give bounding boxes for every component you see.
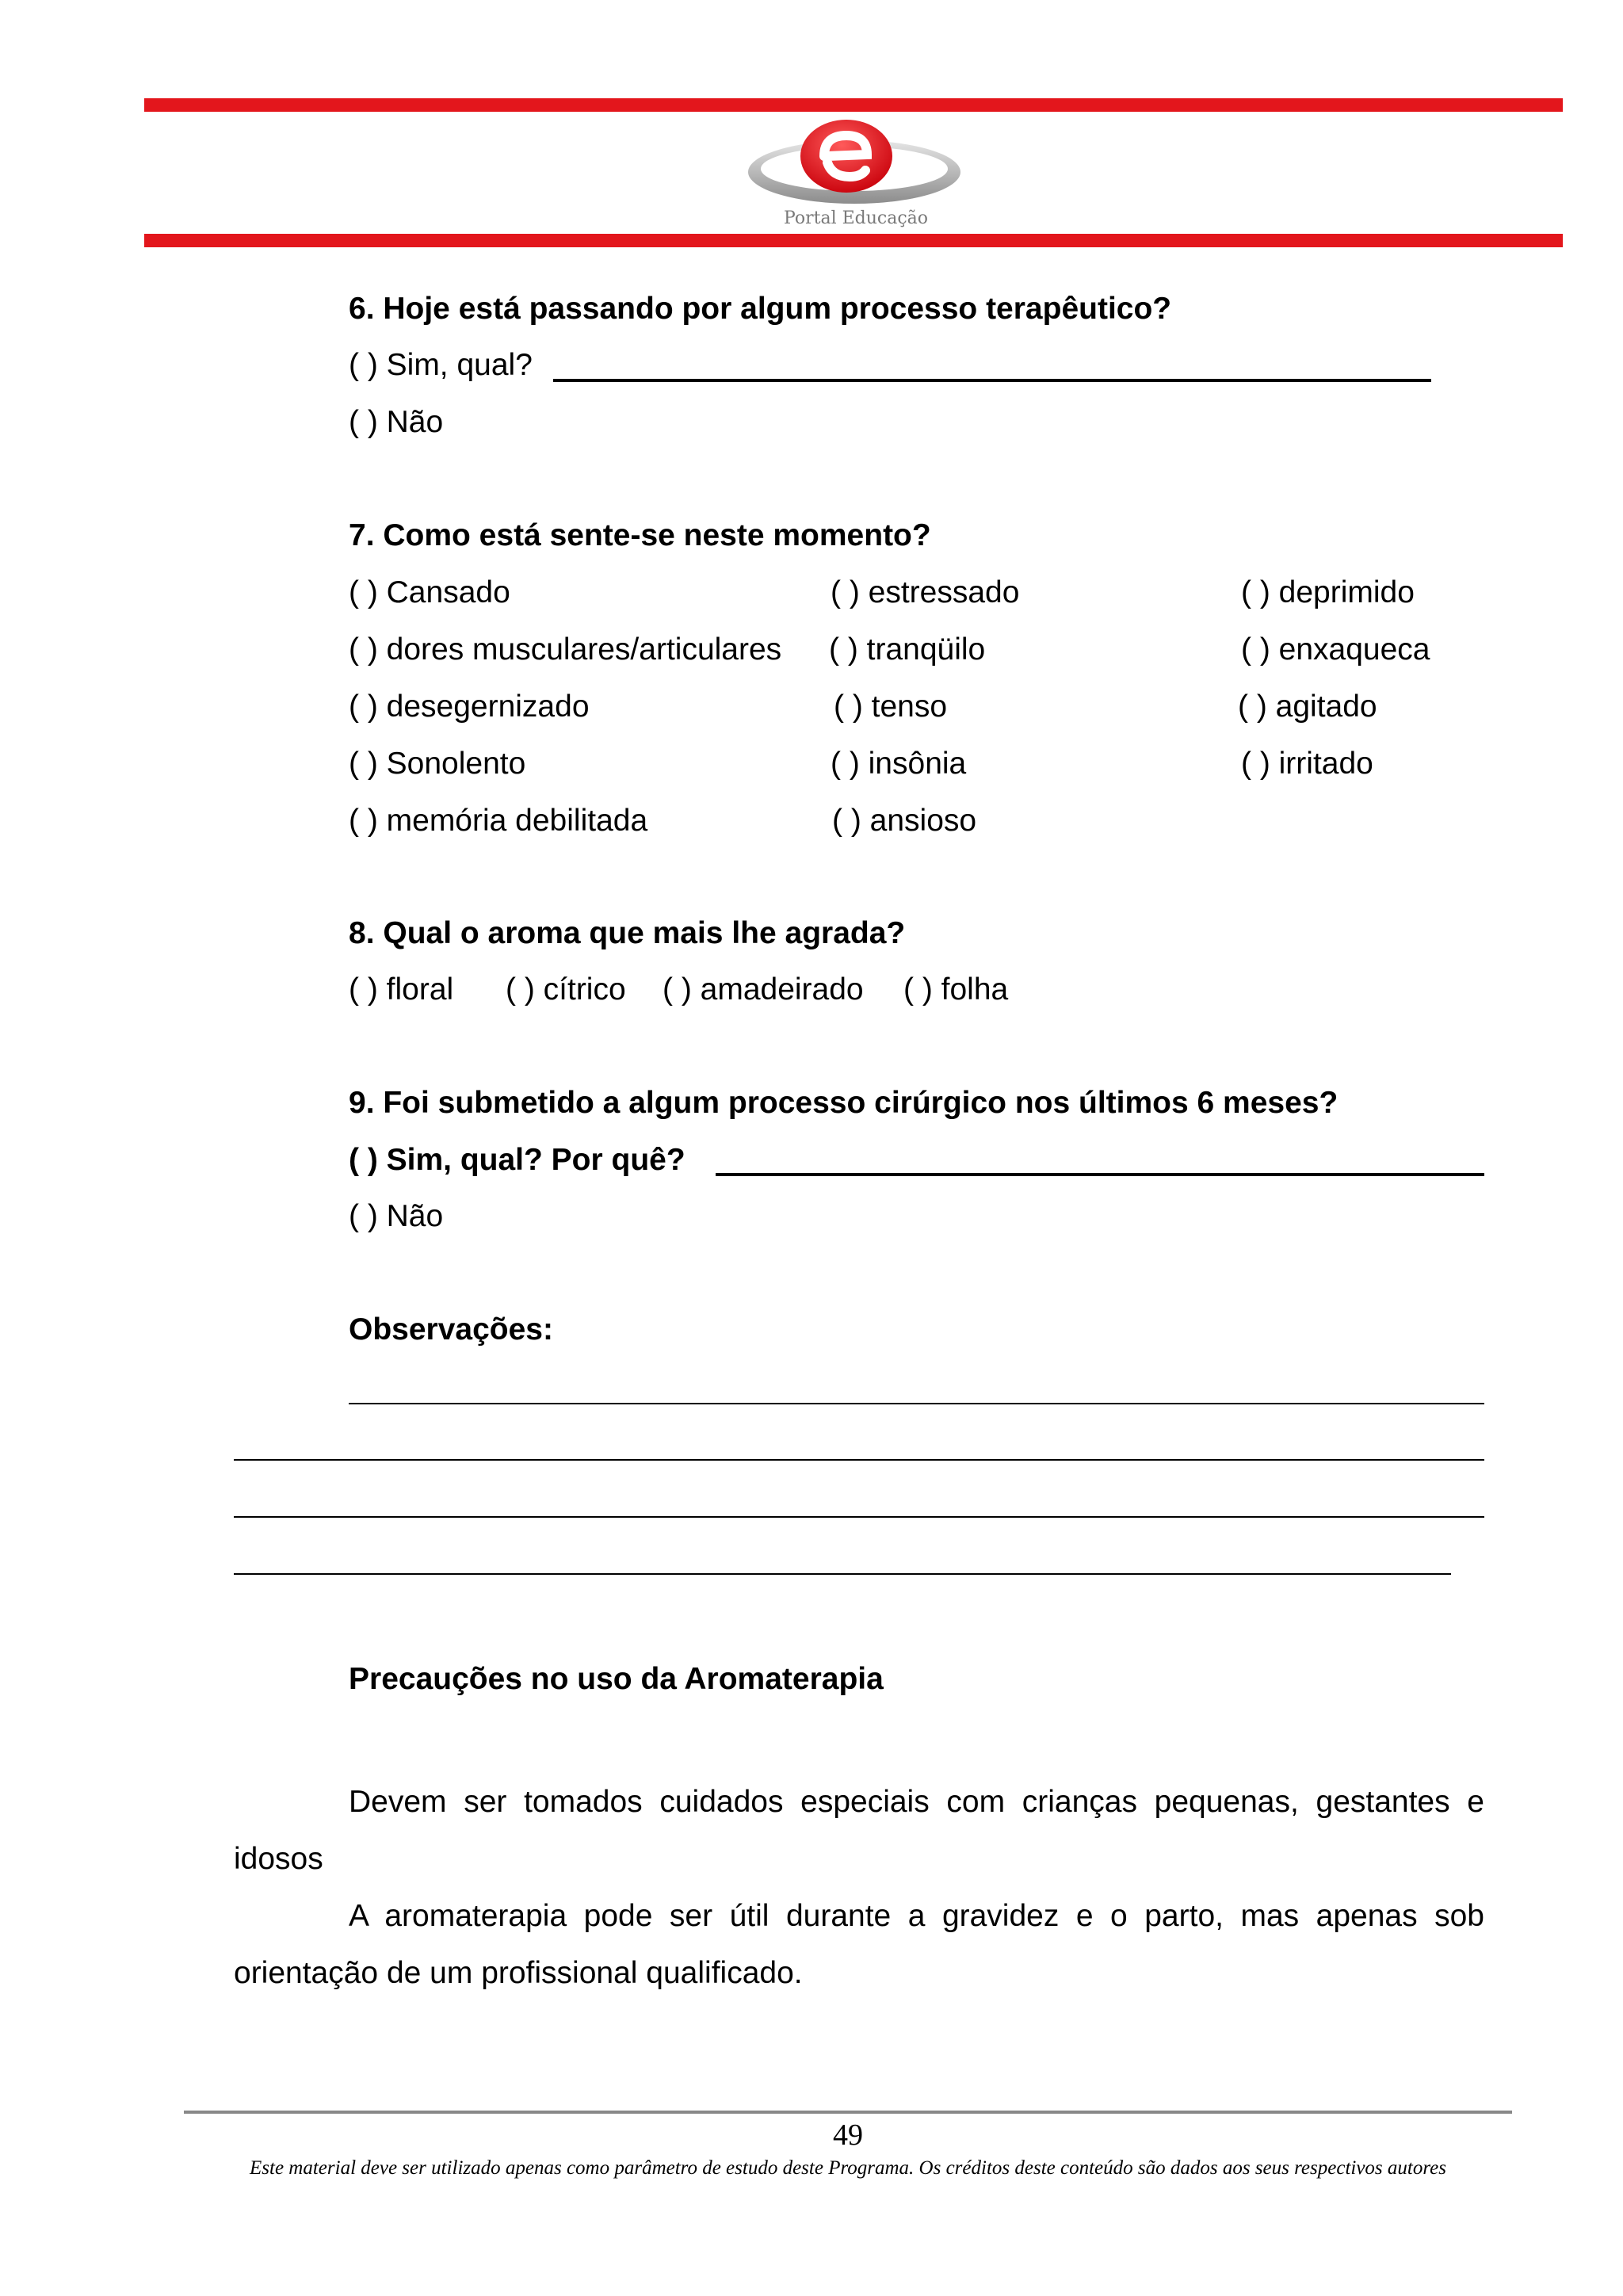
precautions-heading: Precauções no uso da Aromaterapia (349, 1662, 884, 1696)
question-7-title: 7. Como está sente-se neste momento? (349, 518, 931, 552)
q7-option-cansado[interactable]: ( ) Cansado (349, 575, 510, 609)
q7-option-tenso[interactable]: ( ) tenso (834, 690, 948, 724)
q7-option-insonia[interactable]: ( ) insônia (831, 747, 967, 781)
q7-option-agitado[interactable]: ( ) agitado (1238, 690, 1377, 724)
q7-option-deprimido[interactable]: ( ) deprimido (1241, 575, 1415, 609)
observacoes-line-1[interactable] (349, 1403, 1484, 1404)
q6-answer-line[interactable] (553, 379, 1431, 382)
q9-option-yes[interactable]: ( ) Sim, qual? Por quê? (349, 1143, 685, 1177)
q9-answer-line[interactable] (716, 1173, 1484, 1176)
precautions-p1-line2: idosos (234, 1842, 323, 1876)
q7-option-enxaqueca[interactable]: ( ) enxaqueca (1241, 632, 1430, 667)
header-top-bar (144, 98, 1563, 112)
observacoes-label: Observações: (349, 1312, 553, 1347)
q8-option-citrico[interactable]: ( ) cítrico (506, 972, 626, 1007)
question-8-title: 8. Qual o aroma que mais lhe agrada? (349, 916, 906, 950)
q7-option-memoria[interactable]: ( ) memória debilitada (349, 804, 648, 838)
precautions-p2-line1: A aromaterapia pode ser útil durante a gravidez e o parto, mas apenas sob (349, 1899, 1484, 1933)
q6-option-no[interactable]: ( ) Não (349, 405, 444, 439)
precautions-p1-line1: Devem ser tomados cuidados especiais com crianças pequenas, gestantes e (349, 1785, 1484, 1819)
footer-note: Este material deve ser utilizado apenas como parâmetro de estudo deste Programa. Os créditos deste conteúdo são dados aos seus respectivos autores (250, 2157, 1446, 2179)
observacoes-line-4[interactable] (234, 1573, 1451, 1575)
question-6-title: 6. Hoje está passando por algum processo terapêutico? (349, 292, 1172, 326)
footer-rule (184, 2111, 1512, 2114)
q8-option-floral[interactable]: ( ) floral (349, 972, 454, 1007)
q9-option-no[interactable]: ( ) Não (349, 1199, 444, 1233)
q7-option-dores[interactable]: ( ) dores musculares/articulares (349, 632, 782, 667)
q8-option-amadeirado[interactable]: ( ) amadeirado (663, 972, 864, 1007)
observacoes-line-2[interactable] (234, 1459, 1484, 1461)
q7-option-sonolento[interactable]: ( ) Sonolento (349, 747, 526, 781)
q7-option-ansioso[interactable]: ( ) ansioso (832, 804, 977, 838)
q8-option-folha[interactable]: ( ) folha (903, 972, 1009, 1007)
question-9-title: 9. Foi submetido a algum processo cirúrgico nos últimos 6 meses? (349, 1086, 1338, 1120)
q7-option-estressado[interactable]: ( ) estressado (831, 575, 1020, 609)
q7-option-desegernizado[interactable]: ( ) desegernizado (349, 690, 590, 724)
header-bottom-bar (144, 234, 1563, 247)
logo-caption: Portal Educação (783, 208, 929, 228)
q7-option-irritado[interactable]: ( ) irritado (1241, 747, 1373, 781)
observacoes-line-3[interactable] (234, 1516, 1484, 1518)
q6-option-yes[interactable]: ( ) Sim, qual? (349, 348, 533, 382)
q7-option-tranquilo[interactable]: ( ) tranqüilo (829, 632, 986, 667)
page-number: 49 (833, 2118, 863, 2152)
precautions-p2-line2: orientação de um profissional qualificado. (234, 1956, 803, 1990)
